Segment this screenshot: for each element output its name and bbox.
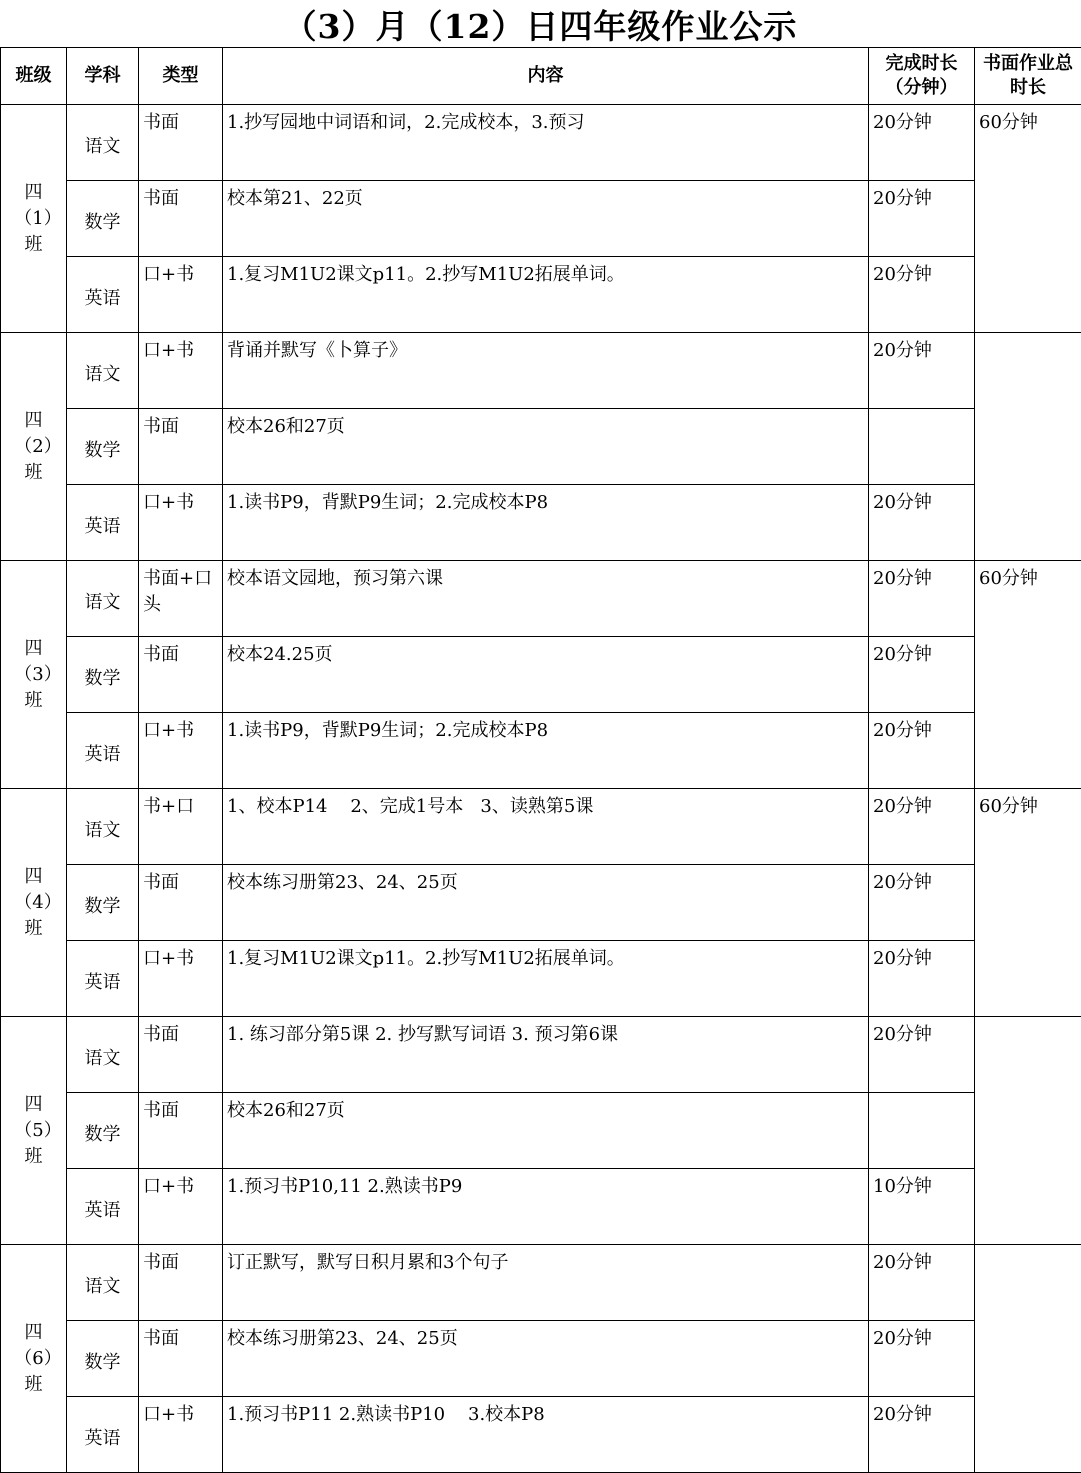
table-row <box>1 1245 1081 1321</box>
content-cell: 1.读书P9，背默P9生词；2.完成校本P8 <box>223 485 869 561</box>
content-cell: 订正默写，默写日积月累和3个句子 <box>223 1245 869 1321</box>
class-name-cell <box>1 561 67 789</box>
content-cell: 校本练习册第23、24、25页 <box>223 865 869 941</box>
content-cell: 1.复习M1U2课文p11。2.抄写M1U2拓展单词。 <box>223 941 869 1017</box>
table-row <box>1 561 1081 637</box>
total-duration-cell <box>975 333 1081 561</box>
content-cell: 1.预习书P11 2.熟读书P10 3.校本P8 <box>223 1397 869 1473</box>
header-total: 书面作业总时长 <box>975 48 1081 105</box>
header-subject: 学科 <box>67 48 139 105</box>
content-cell: 校本26和27页 <box>223 1093 869 1169</box>
homework-table <box>0 47 1081 1473</box>
content-cell: 1.读书P9，背默P9生词；2.完成校本P8 <box>223 713 869 789</box>
subject-cell: 数学 <box>67 865 139 941</box>
duration-cell: 20分钟 <box>869 789 975 865</box>
subject-cell: 语文 <box>67 1245 139 1321</box>
subject-cell: 数学 <box>67 181 139 257</box>
type-cell: 口+书 <box>139 1397 223 1473</box>
duration-cell: 20分钟 <box>869 181 975 257</box>
type-cell: 书+口 <box>139 789 223 865</box>
subject-cell: 英语 <box>67 1169 139 1245</box>
header-row <box>1 48 1081 105</box>
type-cell: 口+书 <box>139 485 223 561</box>
duration-cell <box>869 1093 975 1169</box>
total-duration-cell: 60分钟 <box>975 105 1081 333</box>
type-cell: 口+书 <box>139 257 223 333</box>
duration-cell: 20分钟 <box>869 713 975 789</box>
table-row <box>1 1093 1081 1169</box>
content-cell: 1.抄写园地中词语和词，2.完成校本，3.预习 <box>223 105 869 181</box>
type-cell: 口+书 <box>139 713 223 789</box>
duration-cell: 20分钟 <box>869 941 975 1017</box>
class-name-cell <box>1 105 67 333</box>
table-row <box>1 485 1081 561</box>
class-name-cell <box>1 1245 67 1473</box>
table-row <box>1 181 1081 257</box>
table-row <box>1 1169 1081 1245</box>
total-duration-cell <box>975 1245 1081 1473</box>
type-cell: 书面 <box>139 105 223 181</box>
table-row <box>1 409 1081 485</box>
table-row <box>1 105 1081 181</box>
duration-cell: 20分钟 <box>869 333 975 409</box>
content-cell: 1.复习M1U2课文p11。2.抄写M1U2拓展单词。 <box>223 257 869 333</box>
duration-cell: 20分钟 <box>869 637 975 713</box>
duration-cell: 20分钟 <box>869 105 975 181</box>
duration-cell: 20分钟 <box>869 1245 975 1321</box>
table-row <box>1 865 1081 941</box>
type-cell: 口+书 <box>139 1169 223 1245</box>
duration-cell: 10分钟 <box>869 1169 975 1245</box>
header-duration: 完成时长（分钟） <box>869 48 975 105</box>
total-duration-cell: 60分钟 <box>975 789 1081 1017</box>
type-cell: 口+书 <box>139 941 223 1017</box>
content-cell: 1. 练习部分第5课 2. 抄写默写词语 3. 预习第6课 <box>223 1017 869 1093</box>
content-cell: 校本26和27页 <box>223 409 869 485</box>
total-duration-cell: 60分钟 <box>975 561 1081 789</box>
header-class: 班级 <box>1 48 67 105</box>
table-row <box>1 789 1081 865</box>
subject-cell: 英语 <box>67 941 139 1017</box>
duration-cell: 20分钟 <box>869 1017 975 1093</box>
content-cell: 背诵并默写《卜算子》 <box>223 333 869 409</box>
subject-cell: 数学 <box>67 637 139 713</box>
subject-cell: 英语 <box>67 1397 139 1473</box>
table-row <box>1 941 1081 1017</box>
duration-cell: 20分钟 <box>869 561 975 637</box>
type-cell: 书面 <box>139 181 223 257</box>
subject-cell: 语文 <box>67 561 139 637</box>
total-duration-cell <box>975 1017 1081 1245</box>
subject-cell: 语文 <box>67 105 139 181</box>
subject-cell: 数学 <box>67 1321 139 1397</box>
class-name: 四（6）班 <box>14 1321 53 1395</box>
type-cell: 书面 <box>139 1017 223 1093</box>
table-row <box>1 1397 1081 1473</box>
type-cell: 书面 <box>139 1245 223 1321</box>
duration-cell: 20分钟 <box>869 1397 975 1473</box>
class-name-cell <box>1 333 67 561</box>
duration-cell <box>869 409 975 485</box>
table-row <box>1 1017 1081 1093</box>
subject-cell: 语文 <box>67 1017 139 1093</box>
subject-cell: 英语 <box>67 257 139 333</box>
subject-cell: 英语 <box>67 713 139 789</box>
table-row <box>1 713 1081 789</box>
type-cell: 书面 <box>139 1093 223 1169</box>
subject-cell: 数学 <box>67 409 139 485</box>
table-row <box>1 333 1081 409</box>
class-name: 四（4）班 <box>14 865 53 939</box>
type-cell: 书面 <box>139 637 223 713</box>
table-row <box>1 257 1081 333</box>
page-title: （3）月（12）日四年级作业公示 <box>283 6 798 46</box>
content-cell: 校本24.25页 <box>223 637 869 713</box>
class-name-cell <box>1 1017 67 1245</box>
subject-cell: 英语 <box>67 485 139 561</box>
class-name: 四（5）班 <box>14 1093 53 1167</box>
subject-cell: 数学 <box>67 1093 139 1169</box>
content-cell: 校本语文园地，预习第六课 <box>223 561 869 637</box>
type-cell: 书面 <box>139 865 223 941</box>
content-cell: 1.预习书P10,11 2.熟读书P9 <box>223 1169 869 1245</box>
subject-cell: 语文 <box>67 789 139 865</box>
content-cell: 校本练习册第23、24、25页 <box>223 1321 869 1397</box>
type-cell: 口+书 <box>139 333 223 409</box>
duration-cell: 20分钟 <box>869 865 975 941</box>
type-cell: 书面 <box>139 409 223 485</box>
content-cell: 校本第21、22页 <box>223 181 869 257</box>
type-cell: 书面+口头 <box>139 561 223 637</box>
class-name: 四（1）班 <box>14 181 53 255</box>
table-row <box>1 637 1081 713</box>
duration-cell: 20分钟 <box>869 485 975 561</box>
duration-cell: 20分钟 <box>869 257 975 333</box>
class-name: 四（2）班 <box>14 409 53 483</box>
class-name-cell <box>1 789 67 1017</box>
duration-cell: 20分钟 <box>869 1321 975 1397</box>
subject-cell: 语文 <box>67 333 139 409</box>
header-content: 内容 <box>223 48 869 105</box>
class-name: 四（3）班 <box>14 637 53 711</box>
header-type: 类型 <box>139 48 223 105</box>
content-cell: 1、校本P14 2、完成1号本 3、读熟第5课 <box>223 789 869 865</box>
table-row <box>1 1321 1081 1397</box>
type-cell: 书面 <box>139 1321 223 1397</box>
